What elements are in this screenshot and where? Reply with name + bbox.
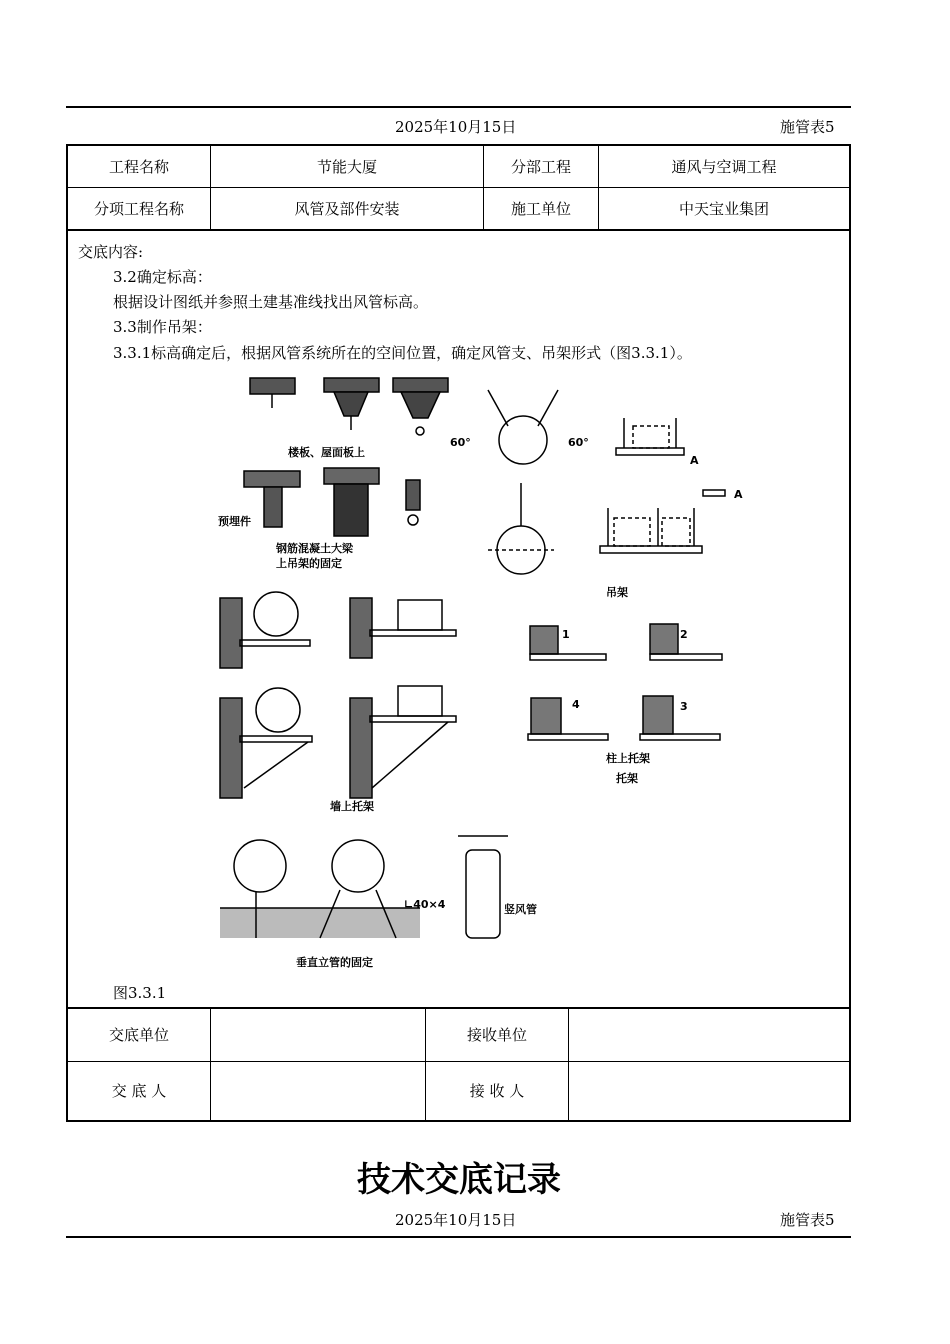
content-line-1: 3.2确定标高：	[113, 268, 212, 286]
project-name-value: 节能大厦	[211, 145, 484, 188]
label-n3: 3	[680, 700, 688, 713]
content-heading: 交底内容:	[78, 243, 144, 261]
issuer-unit-field[interactable]	[211, 1008, 426, 1061]
label-beam-2: 上吊架的固定	[276, 557, 342, 570]
round-duct-hangers	[450, 390, 589, 574]
bottom-rule	[66, 1236, 851, 1238]
figure-caption: 图3.3.1	[113, 984, 167, 1002]
content-line-4: 3.3.1标高确定后，根据风管系统所在的空间位置，确定风管支、吊架形式（图3.3.1）。	[113, 344, 692, 362]
label-hanger: 吊架	[606, 586, 628, 599]
vertical-duct-group	[220, 836, 537, 969]
receiver-unit-label: 接收单位	[426, 1008, 569, 1061]
subitem-label: 分项工程名称	[67, 188, 211, 231]
receiver-label: 接 收 人	[426, 1061, 569, 1121]
subitem-value: 风管及部件安装	[211, 188, 484, 231]
issuer-label: 交 底 人	[67, 1061, 211, 1121]
signature-table	[66, 1007, 851, 1122]
label-angle-left: 60°	[450, 436, 471, 449]
footer-date: 2025年10月15日	[395, 1211, 517, 1229]
label-a-2: A	[734, 488, 743, 501]
division-value: 通风与空调工程	[599, 145, 851, 188]
receiver-unit-field[interactable]	[569, 1008, 851, 1061]
contractor-value: 中天宝业集团	[599, 188, 851, 231]
slab-anchor-group	[250, 378, 448, 459]
label-bracket: 托架	[616, 772, 638, 785]
issuer-field[interactable]	[211, 1061, 426, 1121]
label-angle-steel: ∟40×4	[404, 898, 446, 911]
content-line-3: 3.3制作吊架：	[113, 318, 212, 336]
label-a-1: A	[690, 454, 699, 467]
label-vertical-fixing: 垂直立管的固定	[296, 956, 373, 969]
label-wall-bracket: 墙上托架	[330, 800, 374, 813]
contractor-label: 施工单位	[484, 188, 599, 231]
column-bracket-group	[528, 624, 722, 785]
top-rule	[66, 106, 851, 108]
header-date: 2025年10月15日	[395, 118, 517, 136]
content-line-2: 根据设计图纸并参照土建基准线找出风管标高。	[113, 293, 429, 311]
document-title: 技术交底记录	[357, 1160, 561, 1200]
receiver-field[interactable]	[569, 1061, 851, 1121]
label-n1: 1	[562, 628, 570, 641]
wall-bracket-group	[220, 592, 456, 813]
disclosure-content	[66, 230, 851, 1008]
label-vertical-duct: 竖风管	[504, 903, 537, 916]
division-label: 分部工程	[484, 145, 599, 188]
project-info-table	[66, 144, 851, 231]
label-slab: 楼板、屋面板上	[288, 446, 365, 459]
header-form-number: 施管表5	[780, 118, 835, 136]
label-n2: 2	[680, 628, 688, 641]
issuer-unit-label: 交底单位	[67, 1008, 211, 1061]
beam-anchor-group	[218, 468, 420, 570]
label-embedded: 预埋件	[218, 515, 251, 528]
rectangular-hangers	[600, 418, 743, 599]
project-name-label: 工程名称	[67, 145, 211, 188]
footer-form-number: 施管表5	[780, 1211, 835, 1229]
label-beam-1: 钢筋混凝土大梁	[276, 542, 353, 555]
label-angle-right: 60°	[568, 436, 589, 449]
support-hanger-figure	[68, 368, 849, 978]
label-n4: 4	[572, 698, 580, 711]
label-column-bracket: 柱上托架	[606, 752, 650, 765]
